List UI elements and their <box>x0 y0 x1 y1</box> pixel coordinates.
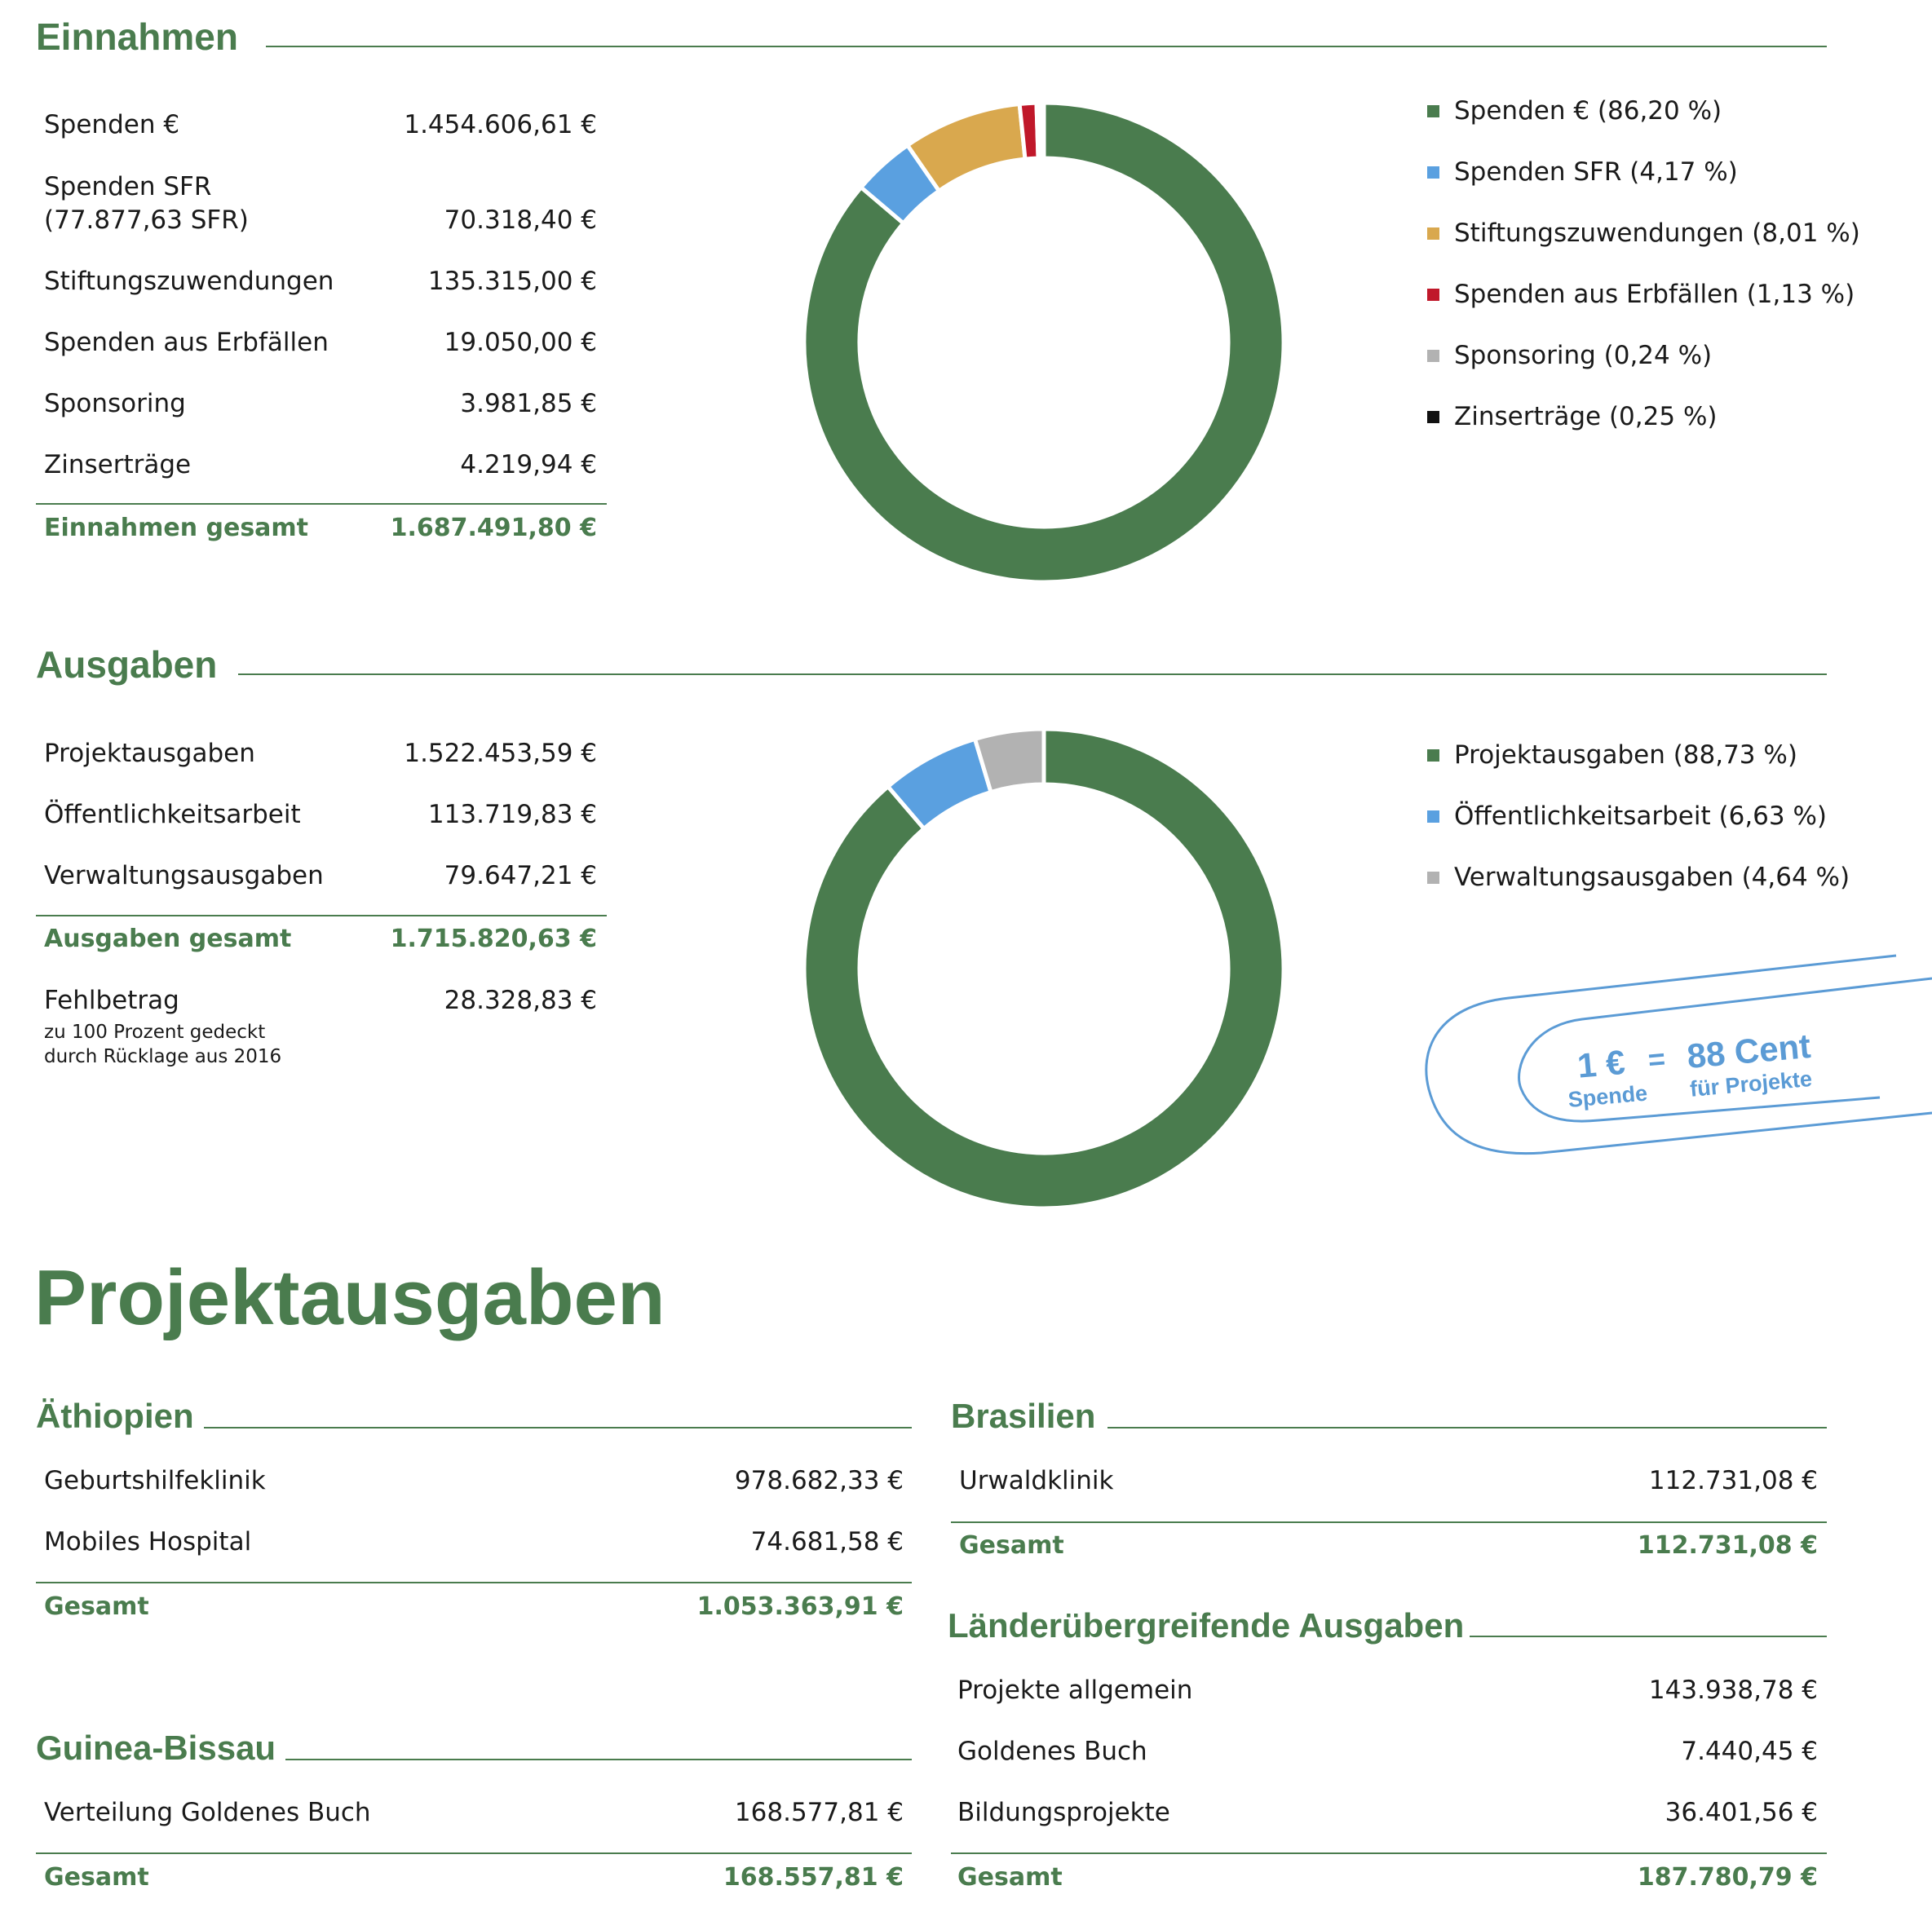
laender-total-value: 187.780,79 € <box>1637 1863 1818 1892</box>
einnahmen-row-value: 4.219,94 € <box>460 450 597 479</box>
stamp-left-small: Spende <box>1567 1080 1649 1112</box>
einnahmen-row-label: Spenden aus Erbfällen <box>44 328 329 357</box>
aethiopien-total-label: Gesamt <box>44 1592 149 1621</box>
stamp-equals: = <box>1647 1041 1667 1077</box>
brasilien-total-rule <box>951 1521 1827 1523</box>
legend-entry <box>1427 402 1718 431</box>
einnahmen-row-label: Zinserträge <box>44 450 192 479</box>
einnahmen-total-value: 1.687.491,80 € <box>390 514 597 542</box>
legend-swatch <box>1427 350 1439 362</box>
aethiopien-total-rule <box>36 1582 912 1583</box>
ausgaben-title: Ausgaben <box>36 643 218 686</box>
ausgaben-total-rule <box>36 915 607 916</box>
guinea-title-rule <box>285 1759 912 1760</box>
legend-entry <box>1427 863 1850 892</box>
guinea-row-label: Verteilung Goldenes Buch <box>44 1798 371 1827</box>
legend-label: Spenden € (86,20 %) <box>1454 96 1722 126</box>
fehlbetrag-note <box>44 1021 281 1070</box>
einnahmen-row-label: Spenden SFR <box>44 172 212 201</box>
aethiopien-title-rule <box>204 1427 912 1428</box>
einnahmen-donut-chart <box>783 82 1305 603</box>
legend-label: Zinserträge (0,25 %) <box>1454 402 1718 431</box>
legend-swatch <box>1427 749 1439 762</box>
brasilien-row-label: Urwaldklinik <box>959 1466 1114 1495</box>
ausgaben-donut-slice-1 <box>804 729 1284 1208</box>
legend-label: Verwaltungsausgaben (4,64 %) <box>1454 863 1850 892</box>
legend-label: Projektausgaben (88,73 %) <box>1454 740 1797 770</box>
fehlbetrag-note-line: zu 100 Prozent gedeckt <box>44 1022 266 1043</box>
einnahmen-row-label: Stiftungszuwendungen <box>44 267 334 296</box>
ausgaben-title-rule <box>238 673 1827 675</box>
einnahmen-row-label: Sponsoring <box>44 389 186 418</box>
brasilien-total-value: 112.731,08 € <box>1637 1531 1818 1560</box>
stamp-outer-outline <box>1426 956 1932 1154</box>
laender-row-label: Goldenes Buch <box>957 1737 1147 1766</box>
legend-label: Spenden aus Erbfällen (1,13 %) <box>1454 280 1855 309</box>
einnahmen-row-label: Spenden € <box>44 110 180 139</box>
stamp-right-big: 88 Cent <box>1685 1026 1812 1075</box>
legend-entry <box>1427 157 1738 187</box>
legend-entry <box>1427 219 1860 248</box>
legend-entry <box>1427 341 1712 370</box>
guinea-row-value: 168.577,81 € <box>734 1798 904 1827</box>
legend-label: Spenden SFR (4,17 %) <box>1454 157 1738 187</box>
ausgaben-row-value: 113.719,83 € <box>427 800 597 829</box>
legend-swatch <box>1427 810 1439 823</box>
brasilien-total-label: Gesamt <box>959 1531 1064 1560</box>
legend-swatch <box>1427 872 1439 884</box>
laender-total-label: Gesamt <box>957 1863 1063 1892</box>
brasilien-title: Brasilien <box>951 1397 1096 1435</box>
ausgaben-row-label: Verwaltungsausgaben <box>44 861 324 890</box>
ausgaben-row-label: Projektausgaben <box>44 739 255 768</box>
fehlbetrag-note-line: durch Rücklage aus 2016 <box>44 1045 282 1067</box>
legend-swatch <box>1427 227 1439 240</box>
legend-swatch <box>1427 166 1439 179</box>
laender-row-value: 36.401,56 € <box>1665 1798 1818 1827</box>
ausgaben-row-value: 1.522.453,59 € <box>404 739 597 768</box>
einnahmen-row-value: 19.050,00 € <box>444 328 597 357</box>
guinea-title: Guinea-Bissau <box>36 1729 276 1767</box>
ausgaben-total-label: Ausgaben gesamt <box>44 925 292 953</box>
euro-cent-stamp <box>1419 946 1932 1166</box>
legend-entry <box>1427 96 1722 126</box>
einnahmen-total-rule <box>36 503 607 505</box>
aethiopien-row-label: Mobiles Hospital <box>44 1527 252 1557</box>
laender-total-rule <box>951 1852 1827 1854</box>
legend-entry <box>1427 740 1797 770</box>
ausgaben-row-value: 79.647,21 € <box>444 861 597 890</box>
legend-label: Stiftungszuwendungen (8,01 %) <box>1454 219 1860 248</box>
aethiopien-total-value: 1.053.363,91 € <box>696 1592 904 1621</box>
brasilien-title-rule <box>1107 1427 1827 1428</box>
fehlbetrag-value: 28.328,83 € <box>444 986 597 1015</box>
laender-row-label: Projekte allgemein <box>957 1676 1193 1705</box>
stamp-right-small: für Projekte <box>1688 1066 1814 1102</box>
legend-label: Sponsoring (0,24 %) <box>1454 341 1713 370</box>
legend-swatch <box>1427 411 1439 423</box>
legend-swatch <box>1427 289 1439 301</box>
aethiopien-title: Äthiopien <box>36 1397 194 1435</box>
brasilien-row-value: 112.731,08 € <box>1648 1466 1818 1495</box>
fehlbetrag-label: Fehlbetrag <box>44 986 179 1015</box>
einnahmen-row-label-sub: (77.877,63 SFR) <box>44 205 249 235</box>
guinea-total-rule <box>36 1852 912 1854</box>
einnahmen-row-value: 70.318,40 € <box>444 205 597 235</box>
laender-row-value: 143.938,78 € <box>1648 1676 1818 1705</box>
laender-title: Länderübergreifende Ausgaben <box>948 1606 1465 1645</box>
einnahmen-row-value: 3.981,85 € <box>460 389 597 418</box>
aethiopien-row-label: Geburtshilfeklinik <box>44 1466 266 1495</box>
laender-row-value: 7.440,45 € <box>1681 1737 1818 1766</box>
ausgaben-total-value: 1.715.820,63 € <box>390 925 597 953</box>
laender-title-rule <box>1470 1636 1827 1637</box>
legend-label: Öffentlichkeitsarbeit (6,63 %) <box>1454 801 1828 831</box>
legend-entry <box>1427 280 1855 309</box>
einnahmen-row-value: 1.454.606,61 € <box>404 110 597 139</box>
aethiopien-row-value: 978.682,33 € <box>734 1466 904 1495</box>
einnahmen-title-rule <box>266 46 1827 47</box>
ausgaben-row-label: Öffentlichkeitsarbeit <box>44 800 301 829</box>
legend-entry <box>1427 801 1827 831</box>
laender-row-label: Bildungsprojekte <box>957 1798 1170 1827</box>
legend-swatch <box>1427 105 1439 117</box>
einnahmen-title: Einnahmen <box>36 15 238 58</box>
guinea-total-label: Gesamt <box>44 1863 149 1892</box>
einnahmen-donut-slice-6 <box>1040 103 1044 158</box>
stamp-left-big: 1 € <box>1576 1042 1627 1085</box>
ausgaben-donut-chart <box>783 708 1305 1230</box>
einnahmen-row-value: 135.315,00 € <box>427 267 597 296</box>
aethiopien-row-value: 74.681,58 € <box>750 1527 904 1557</box>
guinea-total-value: 168.557,81 € <box>723 1863 904 1892</box>
projektausgaben-title: Projektausgaben <box>34 1254 665 1341</box>
einnahmen-total-label: Einnahmen gesamt <box>44 514 309 542</box>
